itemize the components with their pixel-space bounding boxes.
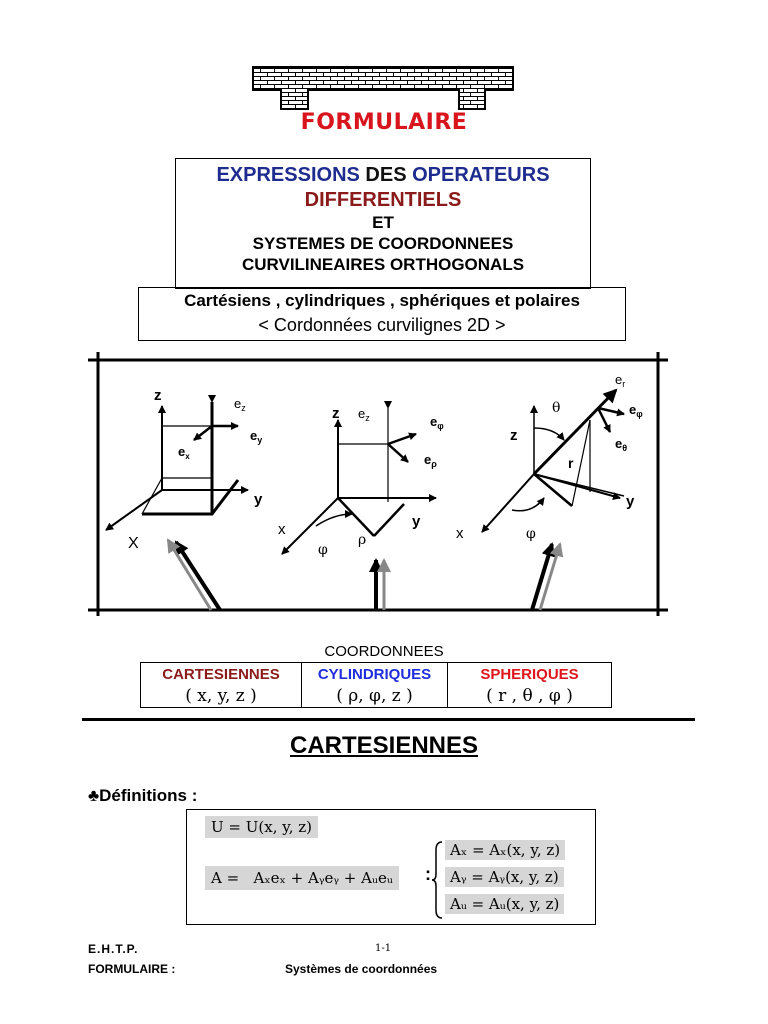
footer-right: Systèmes de coordonnées <box>285 962 438 976</box>
coordinates-title: COORDONNEES <box>324 643 444 660</box>
footer-school: E.H.T.P. <box>88 942 139 956</box>
sph-label-z: z <box>510 427 518 444</box>
cart-label-z: z <box>154 387 162 404</box>
cyl-label-ez: $e_z$ <box>358 406 370 423</box>
cart-label-y: y <box>254 491 263 508</box>
sph-label-y: y <box>626 493 635 510</box>
title-word-operateurs: OPERATEURS <box>412 164 550 186</box>
sph-label-theta: θ <box>552 400 561 416</box>
page-title: FORMULAIRE <box>300 110 468 135</box>
sph-label-er: $e_r$ <box>615 372 626 389</box>
cart-pointer-arrow <box>176 542 220 610</box>
def-vector-field <box>205 866 399 890</box>
coord-cell-cartesian <box>141 663 302 708</box>
title-word-des: DES <box>359 164 413 186</box>
cyl-label-x: x <box>278 521 286 538</box>
coord-cell-spherical <box>448 663 612 708</box>
cart-pointer-shadow <box>168 540 211 610</box>
def-vector-rhs: Aₓeₓ + Aᵧeᵧ + Aᵤeᵤ <box>253 869 393 887</box>
coord-name-spherical: SPHERIQUES <box>480 666 579 683</box>
cyl-label-rho: ρ <box>358 532 367 548</box>
title-line-et: ET <box>372 213 394 232</box>
cyl-label-z: z <box>332 405 340 422</box>
brick-logo <box>250 64 516 112</box>
definitions-label: ♣Définitions : <box>88 786 198 805</box>
def-scalar-field: U = U(x, y, z) <box>205 816 318 838</box>
sph-label-etheta: $e_\theta$ <box>615 436 628 453</box>
coord-name-cartesian: CARTESIENNES <box>162 666 280 683</box>
cart-label-x: X <box>128 535 139 552</box>
def-component-z: Aᵤ = Aᵤ(x, y, z) <box>445 894 564 914</box>
brace-icon <box>431 840 443 920</box>
sph-label-ephi: $e_\varphi$ <box>629 402 643 419</box>
coord-vars-cylindrical: ( ρ, φ, z ) <box>336 686 413 706</box>
coordinate-systems-diagram <box>88 348 678 618</box>
section-title: CARTESIENNES <box>289 732 479 759</box>
subtitle-line-2: < Cordonnées curvilignes 2D > <box>258 315 506 335</box>
def-component-y: Aᵧ = Aᵧ(x, y, z) <box>445 867 564 887</box>
subtitle-box <box>138 287 626 341</box>
coord-name-cylindrical: CYLINDRIQUES <box>317 666 432 683</box>
coord-vars-cartesian: ( x, y, z ) <box>185 686 257 706</box>
section-divider <box>82 718 695 721</box>
title-line-systemes: SYSTEMES DE COORDONNEES <box>252 234 514 253</box>
cyl-label-y: y <box>412 513 421 530</box>
title-word-expressions: EXPRESSIONS <box>216 164 360 186</box>
cyl-label-phi: φ <box>318 542 328 558</box>
cart-label-ey: $e_y$ <box>250 428 263 445</box>
coord-vars-spherical: ( r , θ , φ ) <box>486 686 573 706</box>
def-component-x: Aₓ = Aₓ(x, y, z) <box>445 840 565 860</box>
coordinates-table <box>140 662 612 708</box>
coord-cell-cylindrical <box>302 663 448 708</box>
sph-label-x: x <box>456 525 464 542</box>
footer-page-number: 1-1 <box>375 943 392 954</box>
cyl-label-ephi: $e_\varphi$ <box>430 414 444 431</box>
cart-label-ez: $e_z$ <box>234 396 246 413</box>
cart-label-ex: $e_x$ <box>178 444 190 461</box>
def-vector-lhs: A = <box>211 869 240 887</box>
definitions-box <box>186 809 596 925</box>
sph-label-r: r <box>568 455 574 471</box>
footer-left: FORMULAIRE : <box>88 962 176 976</box>
cartesian-system <box>106 402 248 530</box>
subtitle-line-1: Cartésiens , cylindriques , sphériques et polaires <box>184 291 580 310</box>
def-colon: : <box>425 864 431 884</box>
sph-label-phi: φ <box>526 526 536 542</box>
title-line-differentiels: DIFFERENTIELS <box>304 189 462 211</box>
title-line-curvilineaires: CURVILINEAIRES ORTHOGONALS <box>241 255 525 274</box>
cyl-label-erho: $e_\rho$ <box>424 452 437 469</box>
title-box <box>175 158 591 289</box>
